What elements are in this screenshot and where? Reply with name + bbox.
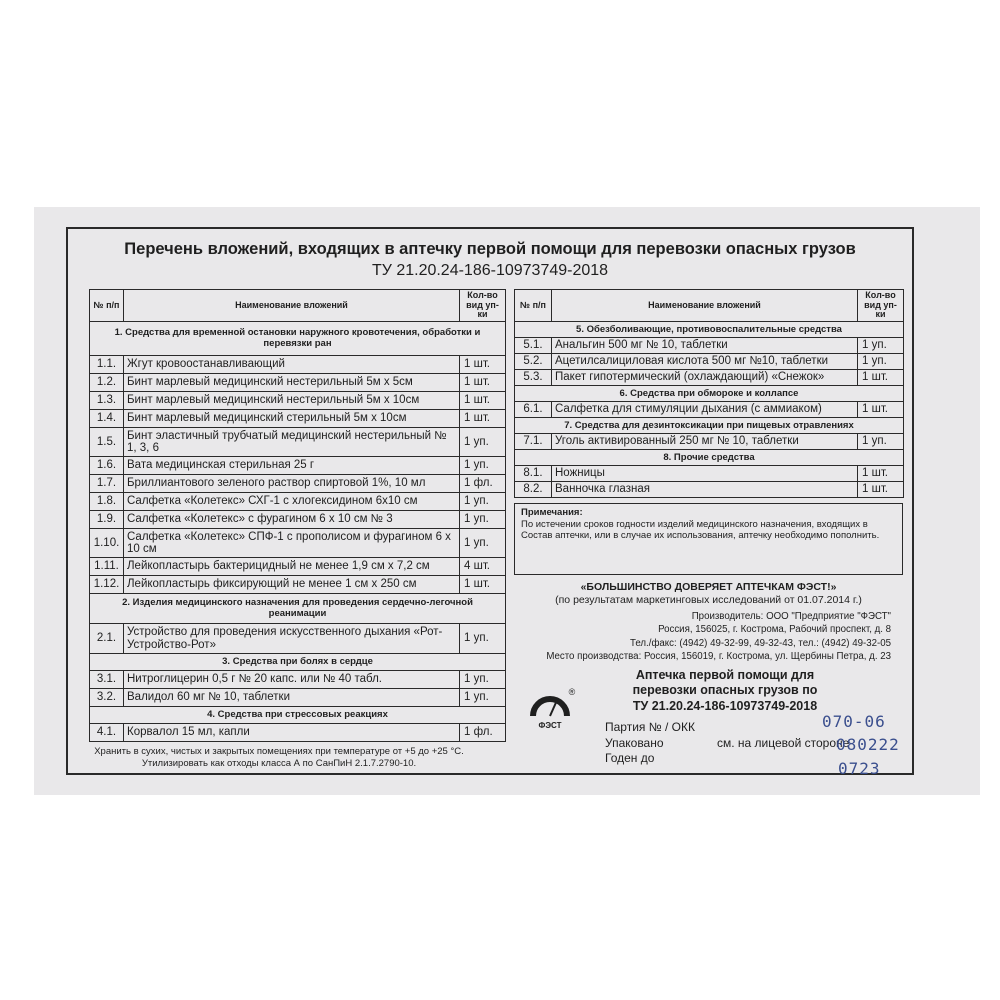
disposal-line: Утилизировать как отходы класса А по СанПиН 2.1.7.2790-10. bbox=[141, 758, 417, 770]
section-title: 2. Изделия медицинского назначения для проведения сердечно-легочной реанимации bbox=[90, 594, 506, 624]
item-number: 1.7. bbox=[90, 475, 124, 493]
table-row bbox=[90, 457, 506, 475]
item-number: 8.1. bbox=[515, 466, 552, 482]
party-stamp: 070-06 bbox=[822, 712, 886, 731]
slogan bbox=[514, 581, 903, 607]
item-number: 1.3. bbox=[90, 392, 124, 410]
item-number: 5.1. bbox=[515, 338, 552, 354]
item-quantity: 1 шт. bbox=[858, 402, 904, 418]
header-num: № п/п bbox=[90, 290, 124, 322]
see-front-note: см. на лицевой стороне bbox=[717, 736, 850, 750]
item-name: Бинт эластичный трубчатый медицинский нестерильный № 1, 3, 6 bbox=[124, 428, 460, 457]
table-row bbox=[515, 338, 904, 354]
item-quantity: 1 шт. bbox=[460, 392, 506, 410]
notes-box bbox=[514, 503, 903, 575]
table-row bbox=[90, 624, 506, 654]
item-name: Бриллиантового зеленого раствор спиртовой 1%, 10 мл bbox=[124, 475, 460, 493]
item-number: 3.1. bbox=[90, 671, 124, 689]
section-header-row bbox=[515, 418, 904, 434]
table-row bbox=[90, 724, 506, 742]
item-number: 4.1. bbox=[90, 724, 124, 742]
section-header-row bbox=[90, 594, 506, 624]
item-name: Устройство для проведения искусственного дыхания «Рот-Устройство-Рот» bbox=[124, 624, 460, 654]
item-number: 1.12. bbox=[90, 576, 124, 594]
document-subtitle: ТУ 21.20.24-186-10973749-2018 bbox=[371, 262, 609, 279]
item-name: Бинт марлевый медицинский нестерильный 5м х 10см bbox=[124, 392, 460, 410]
item-quantity: 1 уп. bbox=[858, 338, 904, 354]
item-number: 1.5. bbox=[90, 428, 124, 457]
header-name: Наименование вложений bbox=[124, 290, 460, 322]
item-name: Пакет гипотермический (охлаждающий) «Снежок» bbox=[552, 370, 858, 386]
contents-table-right bbox=[514, 289, 904, 498]
document-title: Перечень вложений, входящих в аптечку первой помощи для перевозки опасных грузов bbox=[124, 240, 856, 258]
item-quantity: 1 уп. bbox=[460, 624, 506, 654]
section-title: 7. Средства для дезинтоксикации при пищевых отравлениях bbox=[515, 418, 904, 434]
production-site: Место производства: Россия, 156019, г. Кострома, ул. Щербины Петра, д. 23 bbox=[546, 651, 891, 663]
item-number: 1.8. bbox=[90, 493, 124, 511]
item-quantity: 1 фл. bbox=[460, 724, 506, 742]
section-header-row bbox=[515, 450, 904, 466]
product-title-line: Аптечка первой помощи для bbox=[635, 668, 815, 682]
manufacturer-name: Производитель: ООО "Предприятие "ФЭСТ" bbox=[691, 611, 891, 622]
item-name: Бинт марлевый медицинский стерильный 5м х 10см bbox=[124, 410, 460, 428]
item-quantity: 1 уп. bbox=[460, 689, 506, 707]
item-quantity: 1 уп. bbox=[460, 428, 506, 457]
item-number: 7.1. bbox=[515, 434, 552, 450]
item-number: 3.2. bbox=[90, 689, 124, 707]
fest-logo-icon bbox=[526, 686, 578, 734]
section-header-row bbox=[90, 322, 506, 356]
item-quantity: 1 шт. bbox=[460, 356, 506, 374]
batch-info bbox=[605, 720, 695, 767]
table-row bbox=[90, 392, 506, 410]
item-name: Салфетка «Колетекс» СПФ-1 с прополисом и фурагином 6 х 10 см bbox=[124, 529, 460, 558]
section-title: 3. Средства при болях в сердце bbox=[90, 654, 506, 671]
valid-stamp: 0723 bbox=[838, 759, 881, 778]
table-row bbox=[515, 434, 904, 450]
section-title: 8. Прочие средства bbox=[515, 450, 904, 466]
header-qty: Кол-во вид уп-ки bbox=[460, 290, 506, 322]
section-title: 1. Средства для временной остановки наружного кровотечения, обработки и перевязки ран bbox=[90, 322, 506, 356]
batch-packed-label: Упаковано bbox=[605, 735, 664, 750]
item-quantity: 4 шт. bbox=[460, 558, 506, 576]
item-quantity: 1 уп. bbox=[460, 671, 506, 689]
table-row bbox=[90, 511, 506, 529]
product-title-line: ТУ 21.20.24-186-10973749-2018 bbox=[632, 698, 818, 713]
item-quantity: 1 уп. bbox=[858, 354, 904, 370]
item-quantity: 1 уп. bbox=[460, 511, 506, 529]
table-row bbox=[90, 558, 506, 576]
item-name: Бинт марлевый медицинский нестерильный 5м х 5см bbox=[124, 374, 460, 392]
notes-text: По истечении сроков годности изделий медицинского назначения, входящих в Состав аптечки, или в случае их использования, аптечку необходимо пополнить. bbox=[521, 518, 880, 542]
batch-party-label: Партия № / ОКК bbox=[605, 720, 695, 734]
table-row bbox=[515, 370, 904, 386]
storage-line: Хранить в сухих, чистых и закрытых помещениях при температуре от +5 до +25 °С. bbox=[94, 746, 464, 757]
item-name: Корвалол 15 мл, капли bbox=[124, 724, 460, 742]
item-number: 1.10. bbox=[90, 529, 124, 558]
section-header-row bbox=[515, 322, 904, 338]
manufacturer-info bbox=[514, 610, 903, 664]
section-title: 5. Обезболивающие, противовоспалительные средства bbox=[515, 322, 904, 338]
item-quantity: 1 шт. bbox=[460, 576, 506, 594]
item-name: Ацетилсалициловая кислота 500 мг №10, таблетки bbox=[552, 354, 858, 370]
product-title-line: перевозки опасных грузов по bbox=[632, 683, 818, 698]
item-quantity: 1 шт. bbox=[858, 370, 904, 386]
packed-stamp: 080222 bbox=[836, 735, 900, 754]
item-name: Лейкопластырь фиксирующий не менее 1 см х 250 см bbox=[124, 576, 460, 594]
table-row bbox=[90, 671, 506, 689]
item-quantity: 1 уп. bbox=[460, 493, 506, 511]
item-number: 1.4. bbox=[90, 410, 124, 428]
table-row bbox=[90, 689, 506, 707]
header-num: № п/п bbox=[515, 290, 552, 322]
item-number: 2.1. bbox=[90, 624, 124, 654]
item-number: 5.3. bbox=[515, 370, 552, 386]
item-quantity: 1 шт. bbox=[858, 466, 904, 482]
section-title: 4. Средства при стрессовых реакциях bbox=[90, 707, 506, 724]
item-number: 5.2. bbox=[515, 354, 552, 370]
item-name: Вата медицинская стерильная 25 г bbox=[124, 457, 460, 475]
item-quantity: 1 шт. bbox=[460, 374, 506, 392]
section-header-row bbox=[90, 654, 506, 671]
logo-text: ФЭСТ bbox=[538, 721, 562, 730]
header-qty: Кол-во вид уп-ки bbox=[858, 290, 904, 322]
table-row bbox=[90, 410, 506, 428]
header-name: Наименование вложений bbox=[552, 290, 858, 322]
table-header-row bbox=[90, 290, 506, 322]
item-name: Уголь активированный 250 мг № 10, таблетки bbox=[552, 434, 858, 450]
section-header-row bbox=[515, 386, 904, 402]
table-row bbox=[90, 529, 506, 558]
item-number: 1.6. bbox=[90, 457, 124, 475]
table-row bbox=[90, 374, 506, 392]
item-number: 1.11. bbox=[90, 558, 124, 576]
item-number: 1.2. bbox=[90, 374, 124, 392]
slogan-main: «БОЛЬШИНСТВО ДОВЕРЯЕТ АПТЕЧКАМ ФЭСТ!» bbox=[580, 581, 837, 593]
registered-mark: ® bbox=[568, 687, 576, 697]
item-number: 1.9. bbox=[90, 511, 124, 529]
item-name: Лейкопластырь бактерицидный не менее 1,9 см х 7,2 см bbox=[124, 558, 460, 576]
table-row bbox=[90, 493, 506, 511]
item-name: Валидол 60 мг № 10, таблетки bbox=[124, 689, 460, 707]
table-row bbox=[515, 402, 904, 418]
item-quantity: 1 уп. bbox=[460, 457, 506, 475]
table-row bbox=[90, 356, 506, 374]
slogan-source: (по результатам маркетинговых исследований от 01.07.2014 г.) bbox=[555, 594, 862, 607]
manufacturer-phone: Тел./факс: (4942) 49-32-99, 49-32-43, тел.: (4942) 49-32-05 bbox=[629, 637, 891, 649]
table-row bbox=[90, 475, 506, 493]
section-header-row bbox=[90, 707, 506, 724]
batch-valid-label: Годен до bbox=[605, 751, 655, 766]
item-name: Нитроглицерин 0,5 г № 20 капс. или № 40 табл. bbox=[124, 671, 460, 689]
item-name: Анальгин 500 мг № 10, таблетки bbox=[552, 338, 858, 354]
table-row bbox=[90, 428, 506, 457]
table-row bbox=[515, 482, 904, 498]
section-title: 6. Средства при обмороке и коллапсе bbox=[515, 386, 904, 402]
item-number: 8.2. bbox=[515, 482, 552, 498]
table-header-row bbox=[515, 290, 904, 322]
item-name: Жгут кровоостанавливающий bbox=[124, 356, 460, 374]
item-quantity: 1 шт. bbox=[460, 410, 506, 428]
item-name: Ванночка глазная bbox=[552, 482, 858, 498]
item-name: Салфетка «Колетекс» СХГ-1 с хлогексидином 6х10 см bbox=[124, 493, 460, 511]
product-title bbox=[600, 668, 850, 714]
item-quantity: 1 уп. bbox=[460, 529, 506, 558]
table-row bbox=[515, 354, 904, 370]
table-row bbox=[90, 576, 506, 594]
table-row bbox=[515, 466, 904, 482]
manufacturer-address: Россия, 156025, г. Кострома, Рабочий проспект, д. 8 bbox=[658, 624, 891, 636]
fest-logo bbox=[526, 686, 578, 734]
item-number: 1.1. bbox=[90, 356, 124, 374]
item-quantity: 1 фл. bbox=[460, 475, 506, 493]
item-name: Салфетка «Колетекс» с фурагином 6 х 10 см № 3 bbox=[124, 511, 460, 529]
item-quantity: 1 уп. bbox=[858, 434, 904, 450]
item-quantity: 1 шт. bbox=[858, 482, 904, 498]
item-number: 6.1. bbox=[515, 402, 552, 418]
notes-title: Примечания: bbox=[521, 507, 583, 518]
item-name: Салфетка для стимуляции дыхания (с аммиаком) bbox=[552, 402, 858, 418]
contents-table-left bbox=[89, 289, 506, 742]
item-name: Ножницы bbox=[552, 466, 858, 482]
storage-instructions bbox=[89, 746, 469, 771]
